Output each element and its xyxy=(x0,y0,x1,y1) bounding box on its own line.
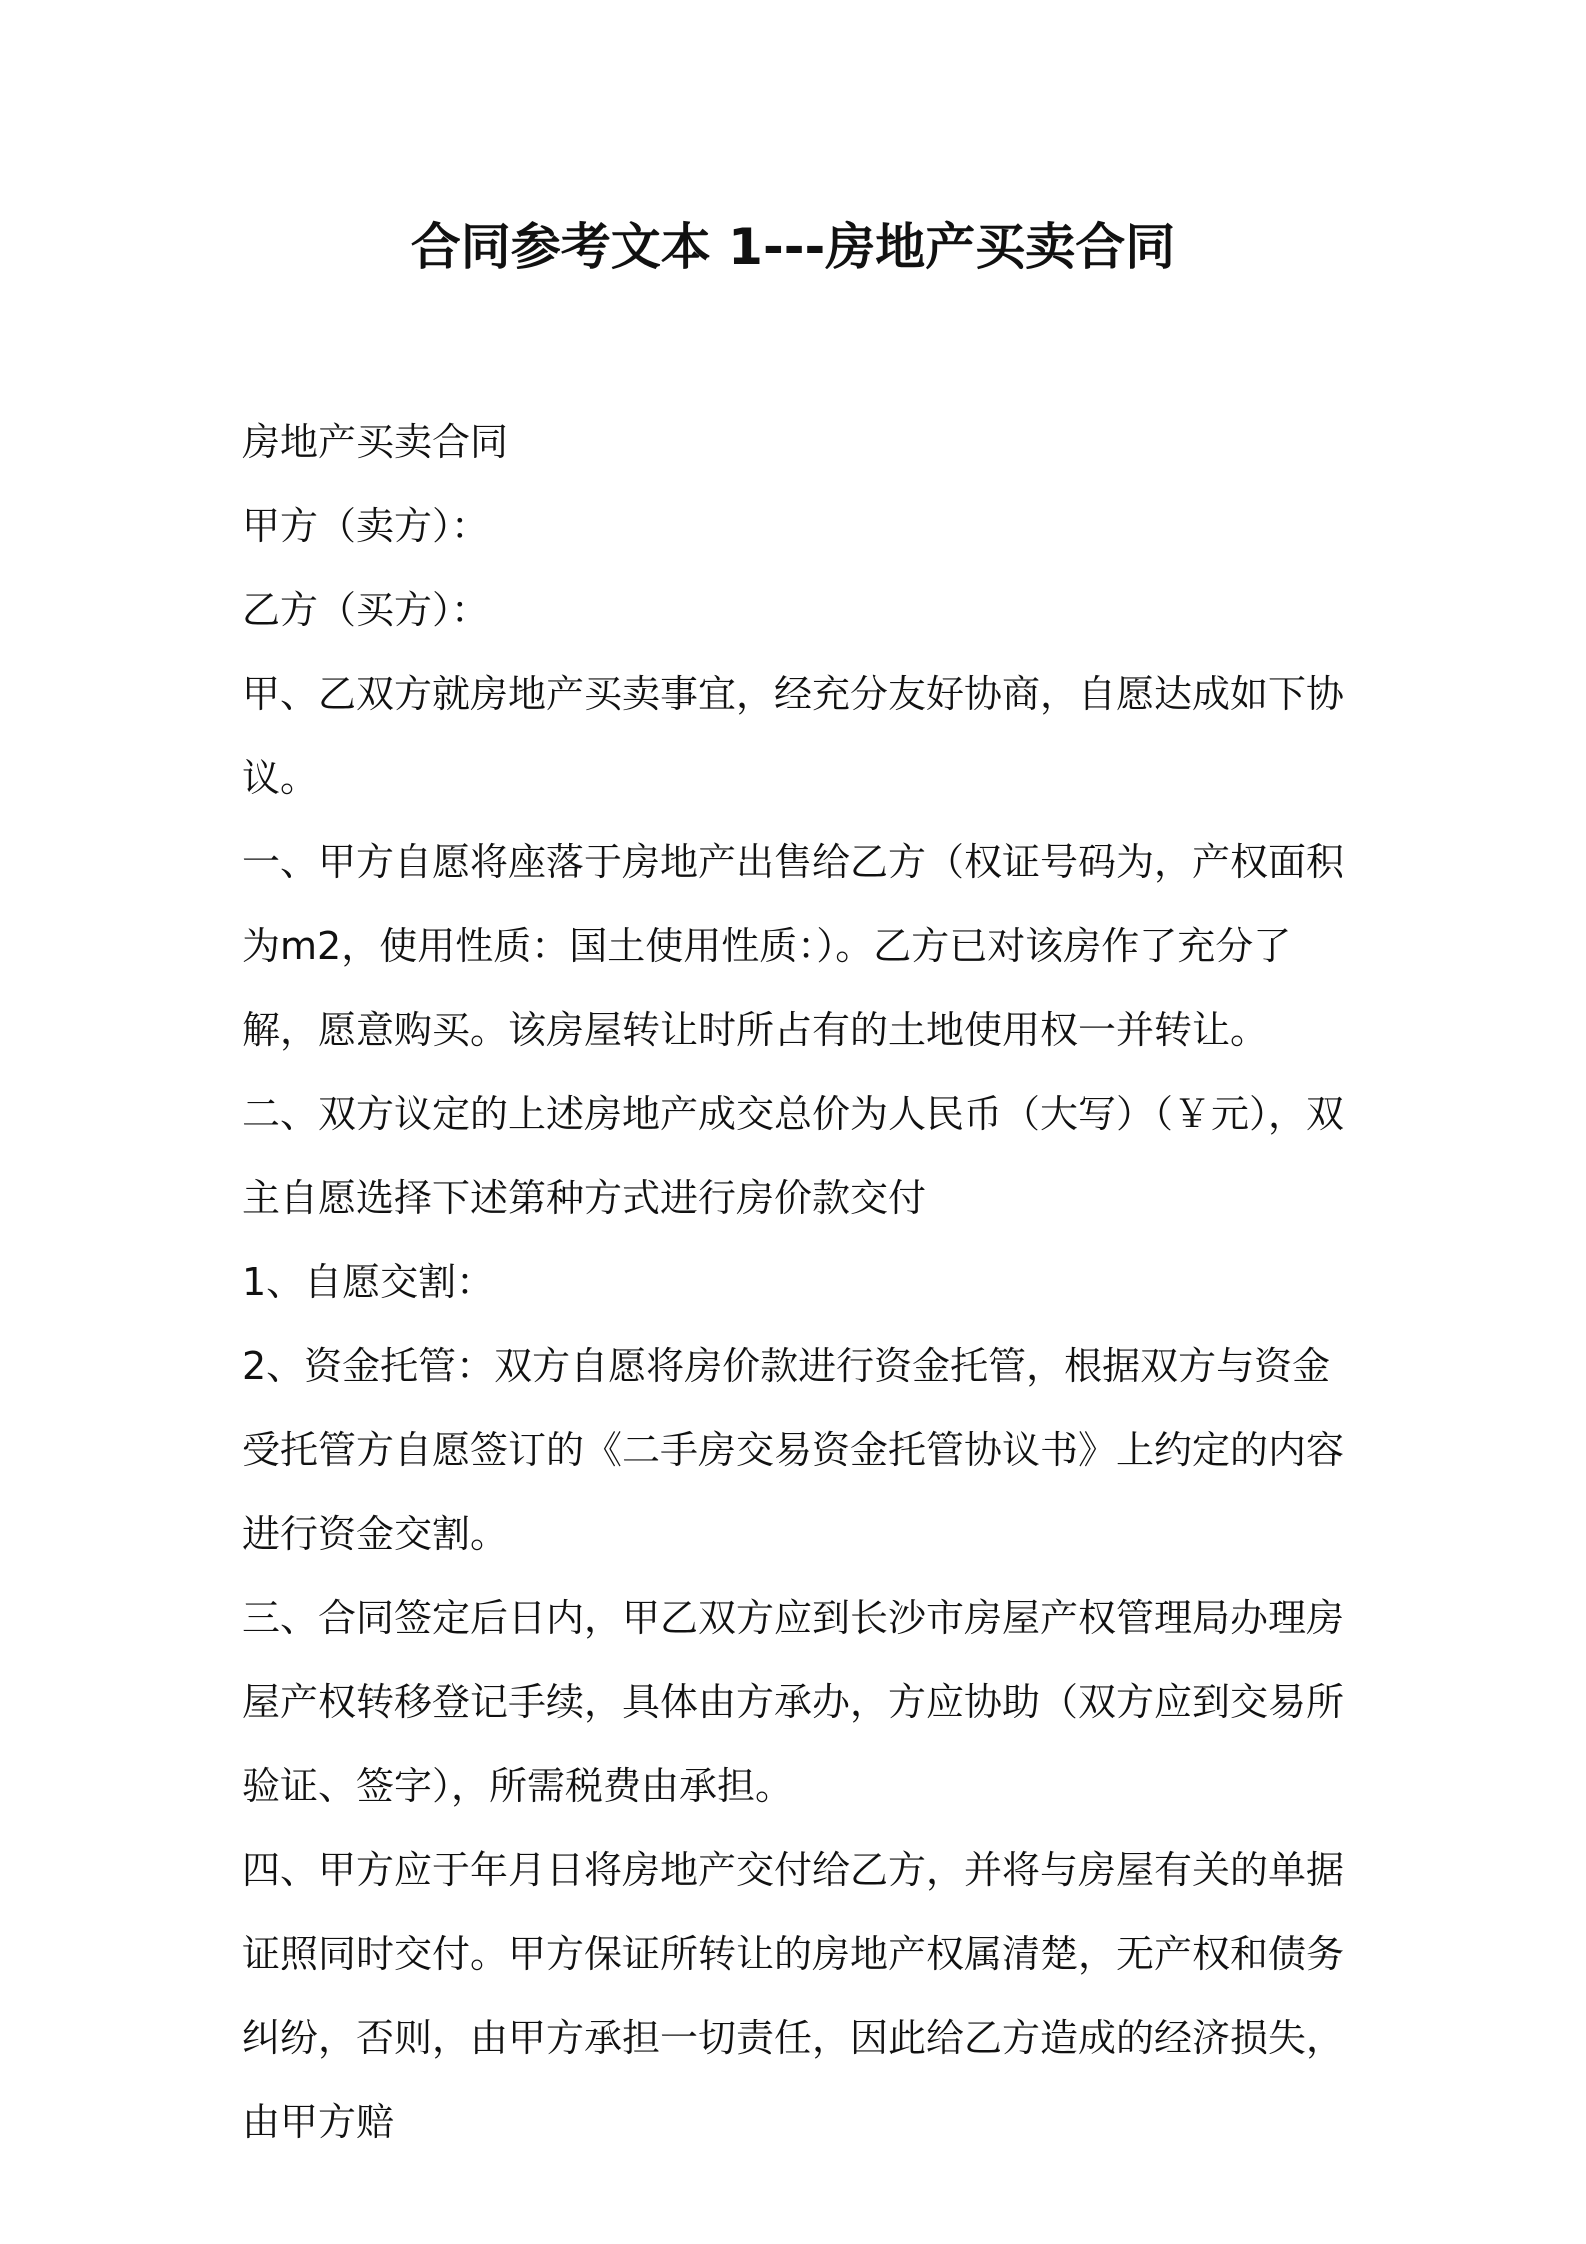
clause-1: 一、甲方自愿将座落于房地产出售给乙方（权证号码为，产权面积为m2，使用性质：国土使用性质：）。乙方已对该房作了充分了解，愿意购买。该房屋转让时所占有的土地使用权一并转让。 xyxy=(242,840,1345,1052)
clause-2-option-2: 2、资金托管：双方自愿将房价款进行资金托管，根据双方与资金受托管方自愿签订的《二手房交易资金托管协议书》上约定的内容进行资金交割。 xyxy=(242,1344,1345,1556)
clause-2-option-1: 1、自愿交割： xyxy=(242,1260,495,1304)
document-title: 合同参考文本 1---房地产买卖合同 xyxy=(410,218,1176,276)
clause-3: 三、合同签定后日内，甲乙双方应到长沙市房屋产权管理局办理房屋产权转移登记手续，具体由方承办，方应协助（双方应到交易所验证、签字），所需税费由承担。 xyxy=(242,1596,1345,1808)
clause-2: 二、双方议定的上述房地产成交总价为人民币（大写）（￥元），双主自愿选择下述第种方式进行房价款交付 xyxy=(242,1092,1345,1220)
party-a-line: 甲方（卖方）： xyxy=(242,504,490,548)
preamble-paragraph: 甲、乙双方就房地产买卖事宜，经充分友好协商，自愿达成如下协议。 xyxy=(242,672,1345,800)
document-body xyxy=(242,400,1362,2164)
party-b-line: 乙方（买方）： xyxy=(242,588,490,632)
clause-4: 四、甲方应于年月日将房地产交付给乙方，并将与房屋有关的单据证照同时交付。甲方保证所转让的房地产权属清楚，无产权和债务纠纷，否则，由甲方承担一切责任，因此给乙方造成的经济损失，由甲方赔 xyxy=(242,1848,1345,2144)
contract-heading: 房地产买卖合同 xyxy=(242,420,509,464)
